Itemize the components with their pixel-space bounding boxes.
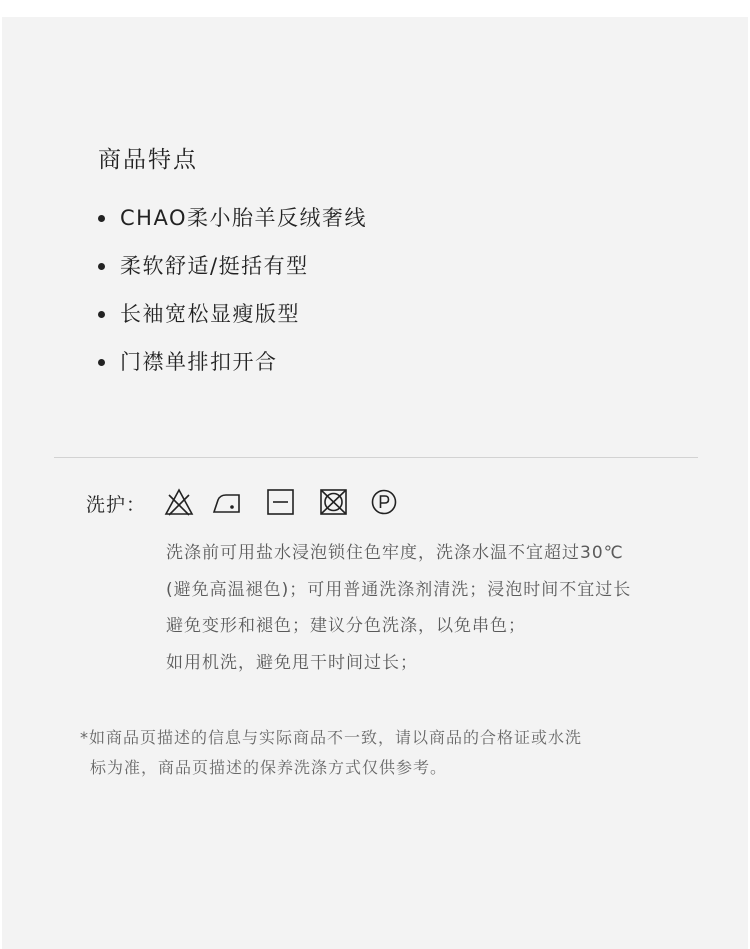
care-instruction-line: 如用机洗，避免甩干时间过长； <box>166 652 418 673</box>
care-instruction-line: 洗涤前可用盐水浸泡锁住色牢度，洗涤水温不宜超过30℃ <box>166 543 624 563</box>
feature-text: 长袖宽松显瘦版型 <box>120 302 300 326</box>
bullet-icon <box>98 359 105 366</box>
dry-flat-icon <box>266 487 296 517</box>
section-title: 商品特点 <box>98 147 198 173</box>
bullet-icon <box>98 215 105 222</box>
professional-dry-clean-icon <box>369 487 399 517</box>
bullet-icon <box>98 263 105 270</box>
feature-list <box>98 197 367 389</box>
product-info-panel <box>2 17 748 949</box>
disclaimer <box>80 723 720 783</box>
feature-item <box>98 197 367 245</box>
feature-text: CHAO柔小胎羊反绒奢线 <box>120 206 367 230</box>
section-divider <box>54 457 698 458</box>
feature-item <box>98 341 367 389</box>
do-not-tumble-dry-icon <box>319 487 349 517</box>
feature-item <box>98 293 367 341</box>
do-not-bleach-icon <box>164 487 194 517</box>
iron-low-heat-icon <box>212 487 246 517</box>
care-label: 洗护： <box>86 494 147 516</box>
feature-text: 门襟单排扣开合 <box>120 350 278 374</box>
care-instructions <box>166 535 726 681</box>
disclaimer-line: 标为准，商品页描述的保养洗涤方式仅供参考。 <box>90 758 448 777</box>
feature-item <box>98 245 367 293</box>
care-instruction-line: 避免变形和褪色；建议分色洗涤，以免串色； <box>166 616 526 636</box>
disclaimer-line: *如商品页描述的信息与实际商品不一致，请以商品的合格证或水洗 <box>80 728 583 747</box>
care-instruction-line: (避免高温褪色)；可用普通洗涤剂清洗；浸泡时间不宜过长 <box>166 579 632 600</box>
bullet-icon <box>98 311 105 318</box>
feature-text: 柔软舒适/挺括有型 <box>120 254 309 278</box>
